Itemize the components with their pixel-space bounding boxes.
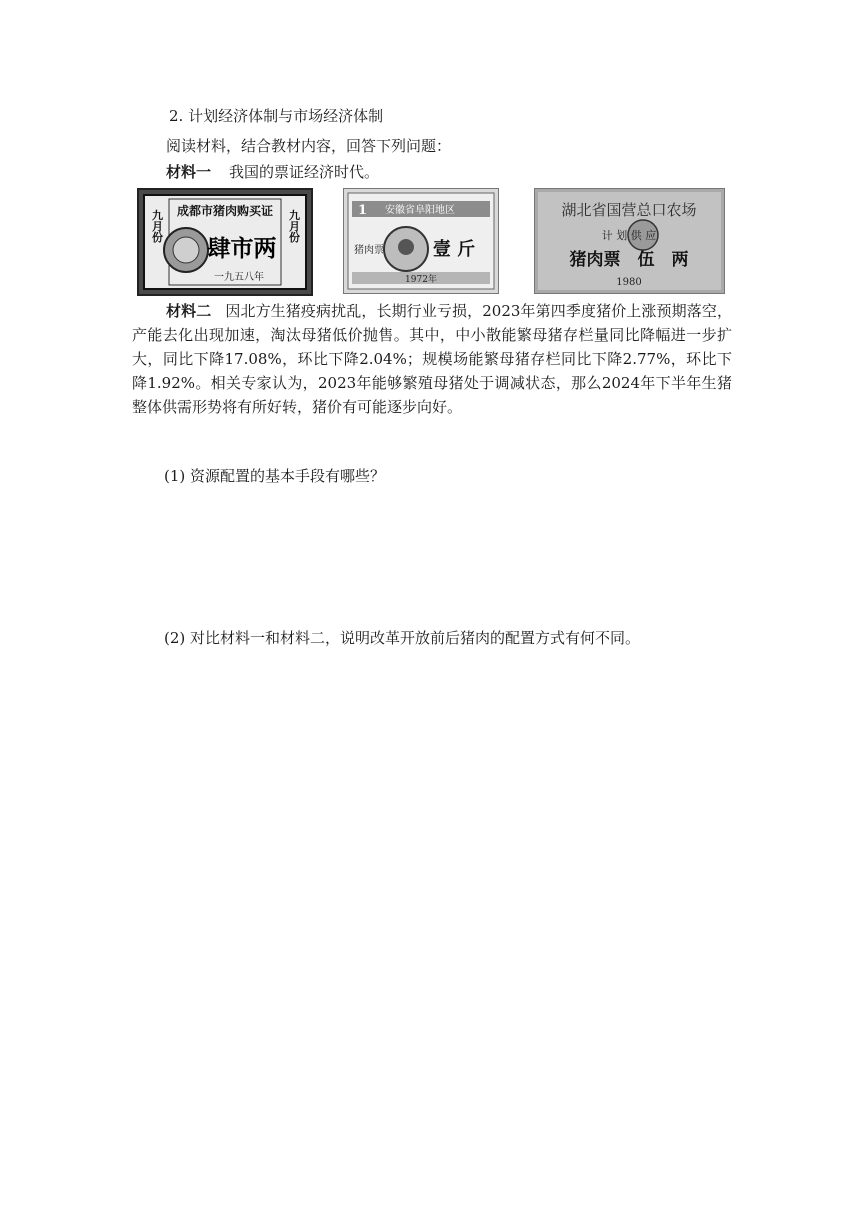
ticket-hubei-plan: 计 划 供 应 [601,229,657,242]
ticket-hubei-year: 1980 [616,277,642,288]
ticket-chengdu-image [139,190,311,294]
material-one-label: 材料一 [166,163,212,181]
material-one-text: 我国的票证经济时代。 [229,163,380,181]
question-one: (1) 资源配置的基本手段有哪些？ [164,467,386,485]
ticket-hubei [534,188,725,294]
ticket-chengdu-left: 九月份 [150,209,164,243]
ticket-hubei-image [535,189,724,293]
ticket-chengdu-amount: 肆市两 [207,235,277,262]
instruction-text: 阅读材料，结合教材内容，回答下列问题： [166,137,452,155]
ticket-hubei-title: 湖北省国营总口农场 [561,201,697,219]
ticket-fuyang-amount: 壹 斤 [432,239,476,260]
question-two: (2) 对比材料一和材料二，说明改革开放前后猪肉的配置方式有何不同。 [164,629,641,647]
ticket-chengdu-title: 成都市猪肉购买证 [176,204,274,218]
ticket-chengdu-year: 一九五八年 [214,272,264,283]
material-two [132,299,732,419]
ticket-fuyang-label: 猪肉票 [354,245,384,256]
ticket-fuyang-image [344,189,498,293]
ticket-fuyang-title: 安徽省阜阳地区 [385,205,455,216]
section-heading: 2. 计划经济体制与市场经济体制 [169,107,384,125]
ticket-fuyang [343,188,499,294]
material-one [166,162,379,182]
ticket-hubei-amount: 猪肉票 伍 两 [569,250,689,270]
material-two-text: 因北方生猪疫病扰乱，长期行业亏损，2023年第四季度猪价上涨预期落空，产能去化出现加速，淘汰母猪低价抛售。其中，中小散能繁母猪存栏量同比降幅进一步扩大，同比下降17.08%，环比下降2.04%；规模场能繁母猪存栏同比下降2.77%，环比下降1.92%。相关专家认为，2023年能够繁殖母猪处于调减状态，那么2024年下半年生猪整体供需形势将有所好转，猪价有可能逐步向好。 [132,302,732,416]
ticket-chengdu-right: 九月份 [287,209,301,243]
material-two-label: 材料二 [166,302,212,320]
ticket-chengdu [137,188,313,296]
ticket-fuyang-year: 1972年 [405,275,437,285]
ticket-fuyang-number: 1 [358,203,368,218]
